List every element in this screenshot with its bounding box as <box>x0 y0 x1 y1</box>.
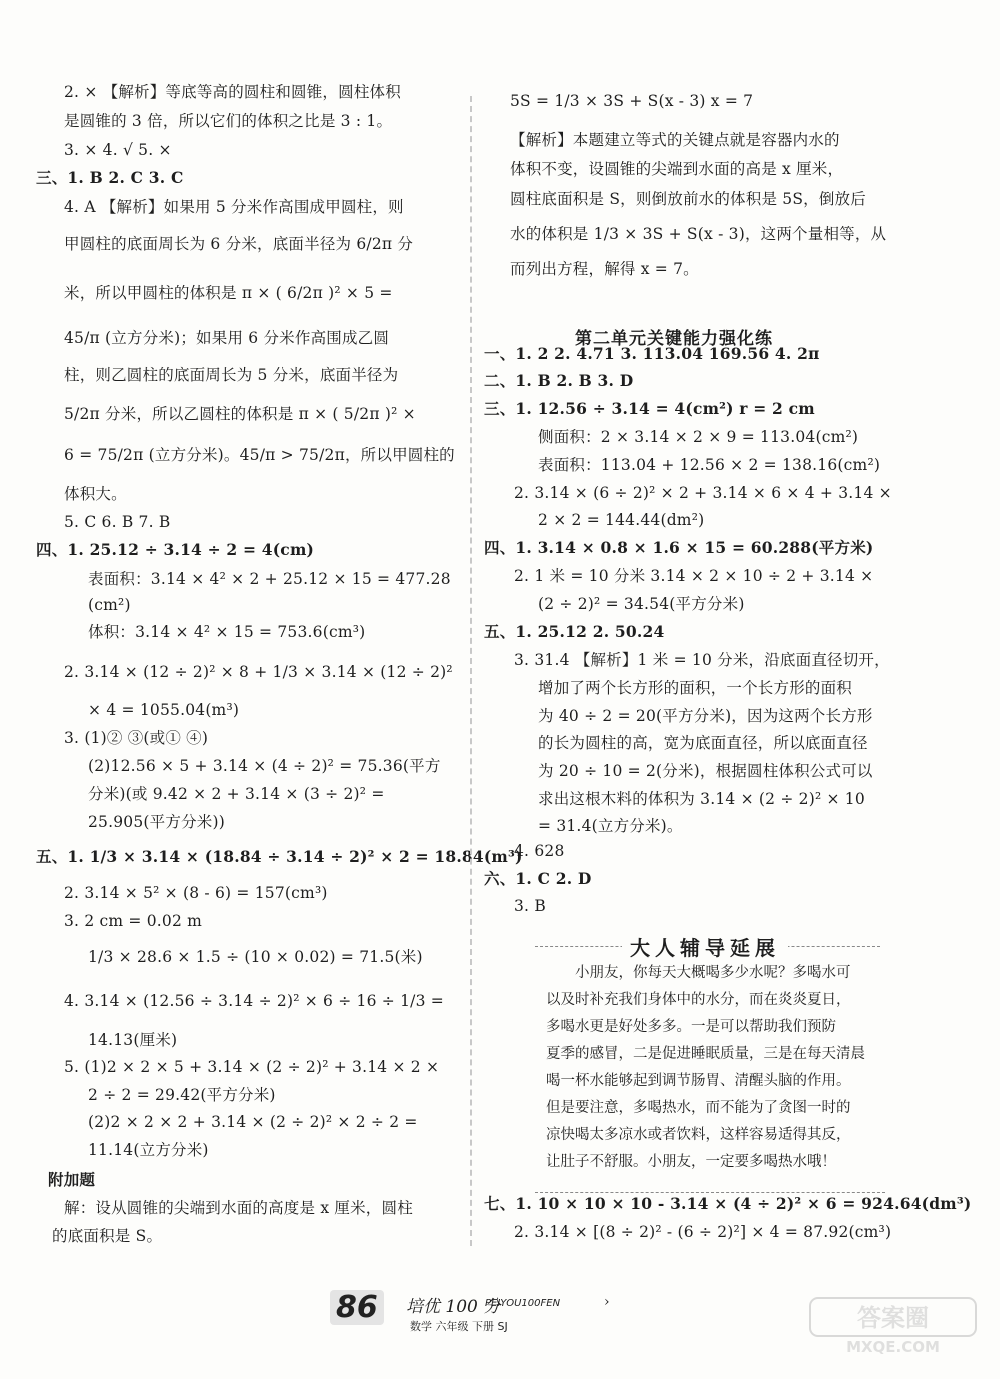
answer-line: 增加了两个长方形的面积，一个长方形的面积 <box>538 679 853 697</box>
answer-line: 2. 1 米 = 10 分米 3.14 × 2 × 10 ÷ 2 + 3.14 × <box>514 567 874 585</box>
answer-line: 的长为圆柱的高，宽为底面直径，所以底面直径 <box>538 734 868 752</box>
answer-line: 三、1. 12.56 ÷ 3.14 = 4(cm²) r = 2 cm <box>484 399 815 418</box>
brand-name: 培优 100 分 <box>406 1297 501 1317</box>
answer-line: 圆柱底面积是 S，则倒放前水的体积是 5S，倒放后 <box>510 190 866 208</box>
answer-line: 14.13(厘米) <box>88 1031 178 1049</box>
answer-line: 侧面积：2 × 3.14 × 2 × 9 = 113.04(cm²) <box>538 428 859 446</box>
answer-line: 表面积：3.14 × 4² × 2 + 25.12 × 15 = 477.28 <box>88 570 451 588</box>
answer-line: 分米)(或 9.42 × 2 + 3.14 × (3 ÷ 2)² = <box>88 785 385 803</box>
answer-line: 11.14(立方分米) <box>88 1141 209 1159</box>
answer-line: 为 40 ÷ 2 = 20(平方分米)，因为这两个长方形 <box>538 707 873 725</box>
answer-line: 1/3 × 28.6 × 1.5 ÷ (10 × 0.02) = 71.5(米) <box>88 948 423 966</box>
watermark-text: 答案圈 <box>857 1304 929 1332</box>
answer-line: 表面积：113.04 + 12.56 × 2 = 138.16(cm²) <box>538 456 881 474</box>
answer-line: 3. 31.4 【解析】1 米 = 10 分米，沿底面直径切开， <box>514 651 890 669</box>
answer-line: 2. 3.14 × (12 ÷ 2)² × 8 + 1/3 × 3.14 × (12 ÷ 2)² <box>64 663 453 681</box>
box-text-line: 以及时补充我们身体中的水分，而在炎炎夏日， <box>546 992 851 1008</box>
box-text-line: 多喝水更是好处多多。一是可以帮助我们预防 <box>546 1019 836 1035</box>
answer-line: 2. 3.14 × (6 ÷ 2)² × 2 + 3.14 × 6 × 4 + 3.14 × <box>514 484 892 502</box>
answer-line: 45/π (立方分米)；如果用 6 分米作高围成乙圆 <box>64 329 390 347</box>
answer-line: 5. (1)2 × 2 × 5 + 3.14 × (2 ÷ 2)² + 3.14 × 2 × <box>64 1058 440 1076</box>
answer-line: 求出这根木料的体积为 3.14 × (2 ÷ 2)² × 10 <box>538 790 865 808</box>
box-bottom-rule <box>535 1192 885 1193</box>
answer-line: 体积：3.14 × 4² × 15 = 753.6(cm³) <box>88 623 366 641</box>
answer-line: 3. (1)② ③(或① ④) <box>64 729 209 747</box>
answer-line: 七、1. 10 × 10 × 10 - 3.14 × (4 ÷ 2)² × 6 = 924.64(dm³) <box>484 1194 972 1213</box>
answer-line: 附加题 <box>48 1170 96 1189</box>
answer-line: 2. × 【解析】等底等高的圆柱和圆锥，圆柱体积 <box>64 83 401 101</box>
answer-line: 甲圆柱的底面周长为 6 分米，底面半径为 6/2π 分 <box>64 235 414 253</box>
box-text-line: 夏季的感冒，二是促进睡眠质量，三是在每天清晨 <box>546 1046 865 1062</box>
watermark-logo <box>808 1296 978 1356</box>
box-text-line: 小朋友，你每天大概喝多少水呢？多喝水可 <box>575 965 851 981</box>
answer-line: (2)2 × 2 × 2 + 3.14 × (2 ÷ 2)² × 2 ÷ 2 = <box>88 1113 418 1131</box>
answer-line: 体积大。 <box>64 485 127 503</box>
box-title: 大人辅导延展 <box>622 932 788 961</box>
answer-line: 六、1. C 2. D <box>484 869 592 888</box>
answer-line: 4. 628 <box>514 842 565 860</box>
answer-line: 4. A 【解析】如果用 5 分米作高围成甲圆柱，则 <box>64 198 404 216</box>
box-text-line: 喝一杯水能够起到调节肠胃、清醒头脑的作用。 <box>546 1073 851 1089</box>
answer-line: 5. C 6. B 7. B <box>64 513 171 531</box>
answer-line: 五、1. 25.12 2. 50.24 <box>484 622 665 641</box>
answer-line: 是圆锥的 3 倍，所以它们的体积之比是 3 : 1。 <box>64 112 393 130</box>
brand-pinyin: PEIYOU100FEN <box>485 1298 561 1309</box>
answer-line: 柱，则乙圆柱的底面周长为 5 分米，底面半径为 <box>64 366 399 384</box>
answer-line: 而列出方程，解得 x = 7。 <box>510 260 699 278</box>
answer-line: 五、1. 1/3 × 3.14 × (18.84 ÷ 3.14 ÷ 2)² × 2 = 18.84(m³) <box>36 847 523 866</box>
answer-line: 5S = 1/3 × 3S + S(x - 3) x = 7 <box>510 92 754 110</box>
answer-line: 3. × 4. √ 5. × <box>64 141 172 159</box>
answer-line: 3. 2 cm = 0.02 m <box>64 912 203 930</box>
answer-line: (cm²) <box>88 596 131 614</box>
answer-line: 2 ÷ 2 = 29.42(平方分米) <box>88 1086 276 1104</box>
chevron-right-icon: › <box>604 1294 610 1310</box>
answer-line: 三、1. B 2. C 3. C <box>36 168 184 187</box>
column-divider <box>470 96 472 1246</box>
answer-line: 4. 3.14 × (12.56 ÷ 3.14 ÷ 2)² × 6 ÷ 16 ÷ 1/3 = <box>64 992 444 1010</box>
answer-line: 解：设从圆锥的尖端到水面的高度是 x 厘米，圆柱 <box>64 1199 413 1217</box>
answer-line: 2. 3.14 × 5² × (8 - 6) = 157(cm³) <box>64 884 328 902</box>
answer-line: 一、1. 2 2. 4.71 3. 113.04 169.56 4. 2π <box>484 344 820 363</box>
section-heading: 第二单元关键能力强化练 <box>575 329 773 349</box>
answer-line: 二、1. B 2. B 3. D <box>484 371 634 390</box>
answer-line: 米，所以甲圆柱的体积是 π × ( 6/2π )² × 5 = <box>64 284 393 302</box>
answer-line: (2)12.56 × 5 + 3.14 × (4 ÷ 2)² = 75.36(平方 <box>88 757 441 775</box>
box-text-line: 但是要注意，多喝热水，而不能为了贪图一时的 <box>546 1100 851 1116</box>
answer-line: 5/2π 分米，所以乙圆柱的体积是 π × ( 5/2π )² × <box>64 405 416 423</box>
answer-line: 四、1. 3.14 × 0.8 × 1.6 × 15 = 60.288(平方米) <box>484 538 874 557</box>
answer-line: 水的体积是 1/3 × 3S + S(x - 3)，这两个量相等，从 <box>510 225 887 243</box>
book-meta: 数学 六年级 下册 SJ <box>410 1320 508 1333</box>
answer-line: 的底面积是 S。 <box>52 1227 163 1245</box>
answer-line: 2. 3.14 × [(8 ÷ 2)² - (6 ÷ 2)²] × 4 = 87.92(cm³) <box>514 1223 892 1241</box>
answer-line: 3. B <box>514 897 546 915</box>
page-number: 86 <box>330 1290 384 1325</box>
answer-line: 为 20 ÷ 10 = 2(分米)，根据圆柱体积公式可以 <box>538 762 873 780</box>
box-text-line: 凉快喝太多凉水或者饮料，这样容易适得其反， <box>546 1127 851 1143</box>
answer-line: 6 = 75/2π (立方分米)。45/π > 75/2π，所以甲圆柱的 <box>64 446 455 464</box>
answer-line: × 4 = 1055.04(m³) <box>88 701 240 719</box>
answer-line: (2 ÷ 2)² = 34.54(平方分米) <box>538 595 745 613</box>
answer-line: 体积不变，设圆锥的尖端到水面的高是 x 厘米， <box>510 160 844 178</box>
answer-line: 2 × 2 = 144.44(dm²) <box>538 511 705 529</box>
answer-line: 25.905(平方分米)) <box>88 813 225 831</box>
box-text-line: 让肚子不舒服。小朋友，一定要多喝热水哦！ <box>546 1154 836 1170</box>
answer-line: = 31.4(立方分米)。 <box>538 817 683 835</box>
answer-line: 【解析】本题建立等式的关键点就是容器内水的 <box>510 131 840 149</box>
answer-line: 四、1. 25.12 ÷ 3.14 ÷ 2 = 4(cm) <box>36 540 315 559</box>
watermark-url: MXQE.COM <box>846 1338 940 1356</box>
